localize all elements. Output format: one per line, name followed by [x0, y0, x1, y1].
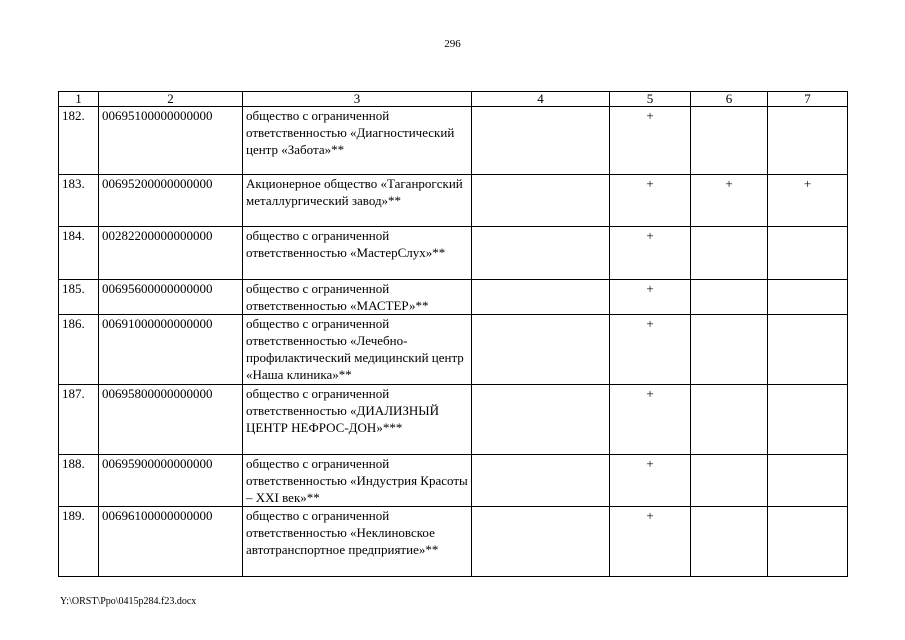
cell-col7: [768, 385, 848, 455]
cell-col5: +: [610, 175, 691, 227]
file-path-footer: Y:\ORST\Ppo\0415p284.f23.docx: [60, 596, 197, 607]
org-code: 00695200000000000: [99, 175, 243, 227]
header-row: [59, 92, 848, 107]
row-number: 183.: [59, 175, 99, 227]
column-header: 5: [610, 92, 691, 107]
org-code: 00695800000000000: [99, 385, 243, 455]
cell-col7: [768, 227, 848, 280]
org-code: 00691000000000000: [99, 315, 243, 385]
cell-col4: [472, 227, 610, 280]
cell-col7: [768, 507, 848, 577]
cell-col6: [691, 507, 768, 577]
cell-col6: [691, 227, 768, 280]
column-header: 2: [99, 92, 243, 107]
row-number: 189.: [59, 507, 99, 577]
cell-col5: +: [610, 315, 691, 385]
column-header: 7: [768, 92, 848, 107]
organizations-table: [58, 91, 848, 577]
cell-col4: [472, 385, 610, 455]
row-number: 185.: [59, 280, 99, 315]
cell-col7: [768, 315, 848, 385]
cell-col4: [472, 107, 610, 175]
cell-col6: [691, 315, 768, 385]
row-number: 182.: [59, 107, 99, 175]
table-row: [59, 280, 848, 315]
cell-col6: [691, 455, 768, 507]
org-name: общество с ограниченной ответственностью «ДИАЛИЗНЫЙ ЦЕНТР НЕФРОС-ДОН»***: [243, 385, 472, 455]
org-name: общество с ограниченной ответственностью «Неклиновское автотранспортное предприятие»**: [243, 507, 472, 577]
page-number: 296: [444, 38, 461, 50]
cell-col7: [768, 455, 848, 507]
org-name: общество с ограниченной ответственностью «Лечебно-профилактический медицинский центр «Наша клиника»**: [243, 315, 472, 385]
table-row: [59, 507, 848, 577]
cell-col5: +: [610, 385, 691, 455]
table-row: [59, 175, 848, 227]
table-row: [59, 107, 848, 175]
cell-col4: [472, 507, 610, 577]
cell-col4: [472, 315, 610, 385]
row-number: 187.: [59, 385, 99, 455]
org-name: общество с ограниченной ответственностью «МАСТЕР»**: [243, 280, 472, 315]
cell-col7: [768, 107, 848, 175]
table-row: [59, 455, 848, 507]
org-code: 00695600000000000: [99, 280, 243, 315]
org-code: 00282200000000000: [99, 227, 243, 280]
column-header: 1: [59, 92, 99, 107]
row-number: 186.: [59, 315, 99, 385]
cell-col4: [472, 455, 610, 507]
column-header: 6: [691, 92, 768, 107]
cell-col5: +: [610, 107, 691, 175]
cell-col7: +: [768, 175, 848, 227]
org-name: общество с ограниченной ответственностью «МастерСлух»**: [243, 227, 472, 280]
cell-col7: [768, 280, 848, 315]
org-code: 00695900000000000: [99, 455, 243, 507]
cell-col6: [691, 107, 768, 175]
cell-col6: [691, 280, 768, 315]
table-row: [59, 227, 848, 280]
org-code: 00696100000000000: [99, 507, 243, 577]
cell-col5: +: [610, 507, 691, 577]
cell-col4: [472, 175, 610, 227]
org-code: 00695100000000000: [99, 107, 243, 175]
cell-col6: +: [691, 175, 768, 227]
column-header: 3: [243, 92, 472, 107]
org-name: общество с ограниченной ответственностью «Диагностический центр «Забота»**: [243, 107, 472, 175]
row-number: 184.: [59, 227, 99, 280]
org-name: общество с ограниченной ответственностью «Индустрия Красоты – XXI век»**: [243, 455, 472, 507]
cell-col5: +: [610, 280, 691, 315]
cell-col5: +: [610, 227, 691, 280]
cell-col5: +: [610, 455, 691, 507]
table-row: [59, 315, 848, 385]
org-name: Акционерное общество «Таганрогский металлургический завод»**: [243, 175, 472, 227]
cell-col4: [472, 280, 610, 315]
table-row: [59, 385, 848, 455]
column-header: 4: [472, 92, 610, 107]
cell-col6: [691, 385, 768, 455]
row-number: 188.: [59, 455, 99, 507]
